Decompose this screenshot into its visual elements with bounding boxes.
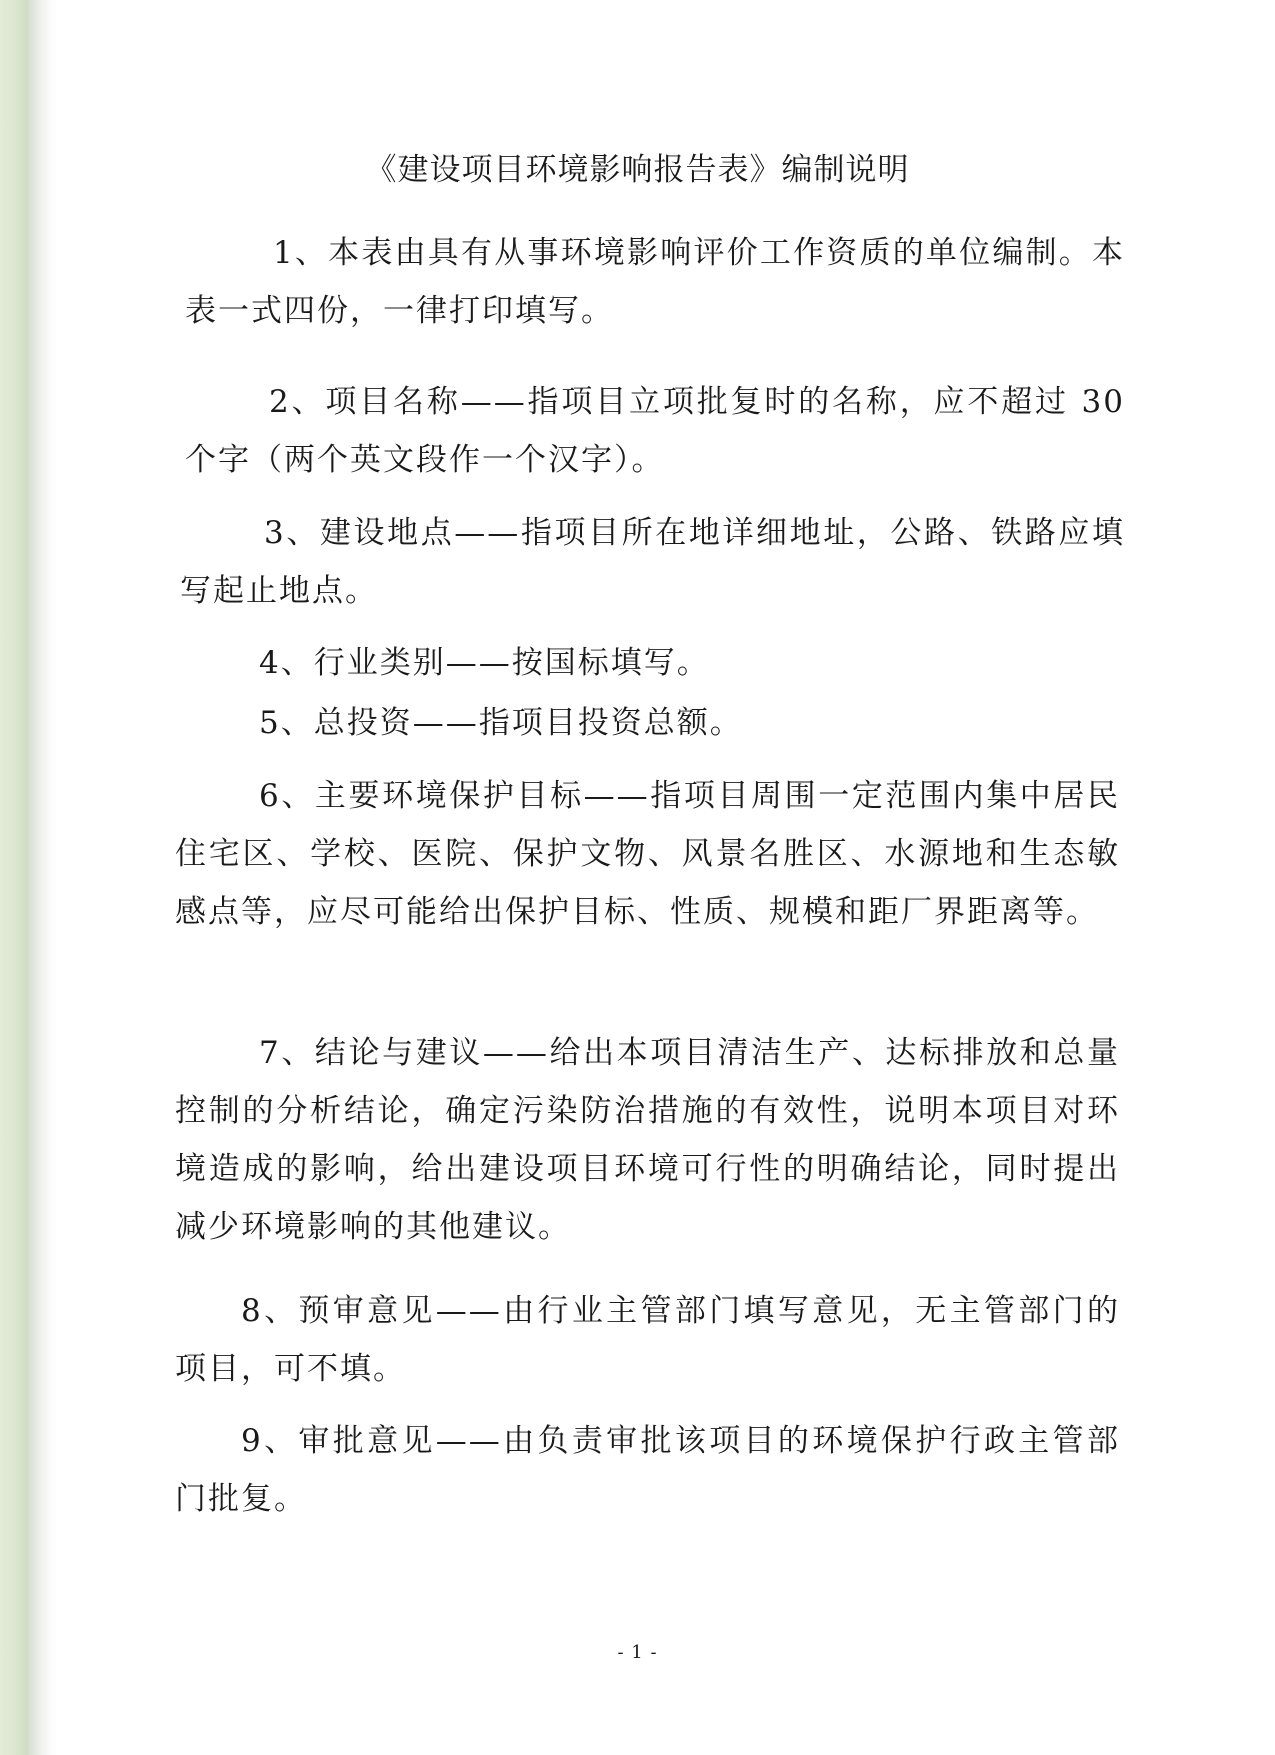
item-6 xyxy=(175,767,1120,941)
item-3 xyxy=(180,504,1125,620)
item-7-text: 7、结论与建议——给出本项目清洁生产、达标排放和总量控制的分析结论，确定污染防治措施的有效性，说明本项目对环境造成的影响，给出建设项目环境可行性的明确结论，同时提出减少环境影响的其他建议。 xyxy=(175,1035,1120,1245)
page-edge-strip xyxy=(0,0,28,1755)
item-6-text: 6、主要环境保护目标——指项目周围一定范围内集中居民住宅区、学校、医院、保护文物、风景名胜区、水源地和生态敏感点等，应尽可能给出保护目标、性质、规模和距厂界距离等。 xyxy=(175,778,1120,930)
page-edge-shadow xyxy=(28,0,58,1755)
item-9-text: 9、审批意见——由负责审批该项目的环境保护行政主管部门批复。 xyxy=(175,1423,1120,1517)
item-1 xyxy=(185,224,1125,340)
item-7 xyxy=(175,1024,1120,1256)
page-title: 《建设项目环境影响报告表》编制说明 xyxy=(365,152,910,188)
item-8-text: 8、预审意见——由行业主管部门填写意见，无主管部门的项目，可不填。 xyxy=(175,1293,1120,1387)
item-1-text: 1、本表由具有从事环境影响评价工作资质的单位编制。本表一式四份，一律打印填写。 xyxy=(185,235,1125,329)
page-number: - 1 - xyxy=(617,1642,658,1663)
item-5 xyxy=(175,694,1120,752)
item-9 xyxy=(175,1412,1120,1528)
item-2-text: 2、项目名称——指项目立项批复时的名称，应不超过 30 个字（两个英文段作一个汉字）。 xyxy=(185,384,1125,478)
item-4 xyxy=(175,634,1120,692)
item-2 xyxy=(185,373,1125,489)
item-8 xyxy=(175,1282,1120,1398)
item-3-text: 3、建设地点——指项目所在地详细地址，公路、铁路应填写起止地点。 xyxy=(180,515,1125,609)
item-5-text: 5、总投资——指项目投资总额。 xyxy=(259,705,743,741)
item-4-text: 4、行业类别——按国标填写。 xyxy=(259,645,710,681)
